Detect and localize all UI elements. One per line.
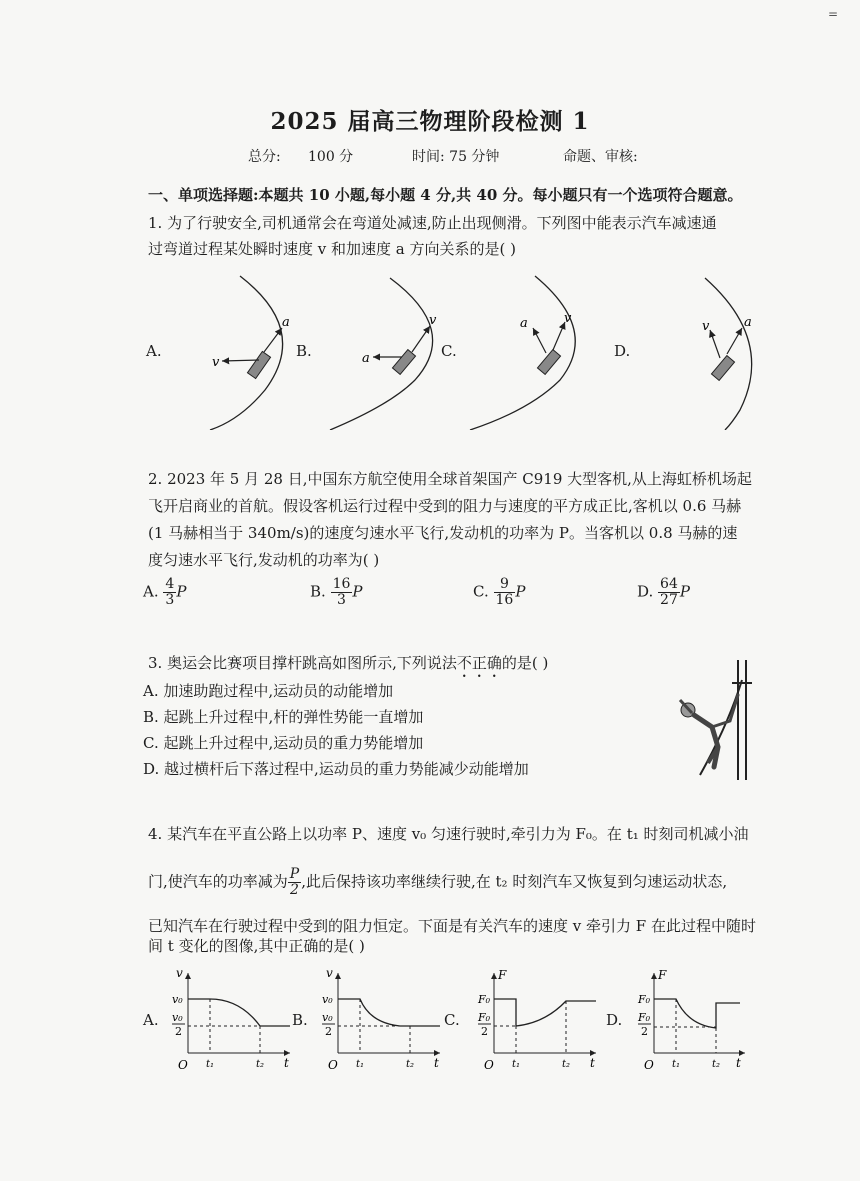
q2-stem-line2: 飞开启商业的首航。假设客机运行过程中受到的阻力与速度的平方成正比,客机以 0.6 马赫 [148, 497, 742, 515]
qc-half-num: F₀ [478, 1011, 491, 1024]
q1d-a-label: a [744, 315, 752, 330]
qd-t2: t₂ [712, 1059, 721, 1070]
q3-option-a[interactable]: A. 加速助跑过程中,运动员的动能增加 [143, 682, 394, 700]
total-score-value: 100 分 [308, 149, 354, 165]
q2d-var: P [679, 582, 690, 601]
q1a-a-label: a [282, 315, 290, 330]
q2b-num: 16 [332, 576, 351, 592]
q1-figure-a [210, 276, 290, 430]
q4-stem-line2 [148, 867, 727, 898]
q1d-v-label: v [702, 319, 710, 334]
q4-frac-den: 2 [290, 882, 299, 898]
q2b-var: P [352, 582, 363, 601]
q3-stem-emphasis: 不正确 [456, 654, 502, 672]
review-label: 命题、审核: [563, 149, 638, 165]
qd-origin: O [644, 1058, 654, 1072]
qb-origin: O [328, 1058, 338, 1072]
qb-half-num: v₀ [322, 1011, 333, 1024]
qd-axis-f: F [658, 968, 667, 982]
qb-v0: v₀ [322, 993, 333, 1006]
qa-t1: t₁ [206, 1059, 215, 1070]
q4-stem-line4: 间 t 变化的图像,其中正确的是( ) [148, 937, 365, 955]
q3-stem [148, 650, 548, 681]
q1c-a-label: a [520, 316, 528, 331]
q2b-den: 3 [337, 592, 346, 608]
q4-option-d[interactable]: D. [606, 1011, 623, 1029]
q4-graphs [160, 965, 760, 1080]
q2-stem-line4: 度匀速水平飞行,发动机的功率为( ) [148, 551, 380, 569]
qc-f0: F₀ [478, 993, 491, 1006]
q2a-den: 3 [165, 592, 175, 608]
q4-stem-line1: 4. 某汽车在平直公路上以功率 P、速度 v₀ 匀速行驶时,牵引力为 F₀。在 t₁ 时刻司机减小油 [148, 825, 749, 843]
q1b-v-label: v [429, 313, 437, 328]
q2-option-c[interactable] [473, 577, 525, 608]
qd-f0: F₀ [638, 993, 651, 1006]
qc-origin: O [484, 1058, 494, 1072]
q1-option-d[interactable]: D. [614, 342, 631, 360]
q3-option-d[interactable]: D. 越过横杆后下落过程中,运动员的重力势能减少动能增加 [143, 760, 529, 778]
q4-graph-d [637, 968, 745, 1072]
qb-half-den: 2 [325, 1025, 332, 1038]
qd-t: t [736, 1056, 741, 1070]
q4-line2-before: 门,使汽车的功率减为 [148, 872, 288, 891]
q4-line2-after: ,此后保持该功率继续行驶,在 t₂ 时刻汽车又恢复到匀速运动状态, [301, 872, 728, 891]
qc-axis-f: F [498, 968, 507, 982]
qb-t2: t₂ [406, 1059, 415, 1070]
qa-t2: t₂ [256, 1059, 265, 1070]
q4-graph-a [172, 966, 290, 1072]
q1c-v-label: v [564, 311, 572, 326]
q1-option-c[interactable]: C. [441, 342, 457, 360]
q4-frac-num: P [289, 866, 300, 882]
qa-v0: v₀ [172, 993, 183, 1006]
qa-origin: O [178, 1058, 188, 1072]
q1-figures [140, 270, 780, 430]
q1-stem-line1: 1. 为了行驶安全,司机通常会在弯道处减速,防止出现侧滑。下列图中能表示汽车减速通 [148, 214, 717, 232]
total-score-label: 总分: [248, 149, 281, 165]
q1a-v-label: v [212, 355, 220, 370]
q1b-a-label: a [362, 351, 370, 366]
q2d-den: 27 [660, 592, 678, 608]
q4-graph-b [322, 966, 440, 1072]
q2a-var: P [176, 582, 187, 601]
q2a-label: A. [143, 582, 159, 601]
qb-axis-v: v [326, 966, 333, 980]
q2d-label: D. [637, 582, 654, 601]
q2-option-a[interactable] [143, 577, 186, 608]
q1-figure-c [470, 276, 575, 430]
q4-graph-c [477, 968, 596, 1072]
q3-stem-before: 3. 奥运会比赛项目撑杆跳高如图所示,下列说法 [148, 654, 457, 672]
time-label: 时间: 75 分钟 [412, 149, 500, 165]
qc-t2: t₂ [562, 1059, 571, 1070]
q2-option-b[interactable] [310, 577, 363, 608]
q1-figure-d [702, 278, 752, 430]
qa-axis-v: v [176, 966, 183, 980]
q1-stem-line2: 过弯道过程某处瞬时速度 v 和加速度 a 方向关系的是( ) [148, 240, 516, 258]
qd-half-den: 2 [641, 1025, 648, 1038]
qc-t1: t₁ [512, 1059, 521, 1070]
q1-figure-b [330, 278, 437, 430]
qd-half-num: F₀ [638, 1011, 651, 1024]
qd-t1: t₁ [672, 1059, 681, 1070]
q2-stem-line3: (1 马赫相当于 340m/s)的速度匀速水平飞行,发动机的功率为 P。当客机以 0.8 马赫的速 [148, 524, 738, 542]
qa-half-num: v₀ [172, 1011, 183, 1024]
q3-option-b[interactable]: B. 起跳上升过程中,杆的弹性势能一直增加 [143, 708, 424, 726]
section-heading: 一、单项选择题:本题共 10 小题,每小题 4 分,共 40 分。每小题只有一个选项符合题意。 [148, 186, 743, 204]
q2b-label: B. [310, 582, 326, 601]
q2-stem-line1: 2. 2023 年 5 月 28 日,中国东方航空使用全球首架国产 C919 大型客机,从上海虹桥机场起 [148, 470, 752, 488]
q2c-den: 16 [495, 592, 514, 608]
q2c-num: 9 [494, 577, 516, 593]
q2a-num: 4 [165, 576, 175, 592]
q2-option-d[interactable] [637, 577, 690, 608]
q2c-label: C. [473, 582, 489, 601]
qc-t: t [590, 1056, 595, 1070]
q1-option-a[interactable]: A. [146, 342, 162, 360]
q2c-var: P [515, 582, 526, 601]
q2d-num: 64 [660, 576, 678, 592]
q3-option-c[interactable]: C. 起跳上升过程中,运动员的重力势能增加 [143, 734, 424, 752]
q3-stem-after: 的是( ) [501, 654, 549, 672]
q3-pole-vault-figure [670, 655, 780, 785]
q4-option-c[interactable]: C. [444, 1011, 460, 1029]
page-title: 2025 届高三物理阶段检测 1 [270, 108, 590, 135]
qc-half-den: 2 [481, 1025, 488, 1038]
qb-t1: t₁ [356, 1059, 365, 1070]
corner-mark: = [828, 7, 839, 21]
q4-option-a[interactable]: A. [143, 1011, 159, 1029]
q4-stem-line3: 已知汽车在行驶过程中受到的阻力恒定。下面是有关汽车的速度 v 牵引力 F 在此过程中随时 [148, 917, 756, 935]
qb-t: t [434, 1056, 439, 1070]
qa-half-den: 2 [175, 1025, 182, 1038]
qa-t: t [284, 1056, 289, 1070]
q1-option-b[interactable]: B. [296, 342, 312, 360]
q4-option-b[interactable]: B. [292, 1011, 308, 1029]
